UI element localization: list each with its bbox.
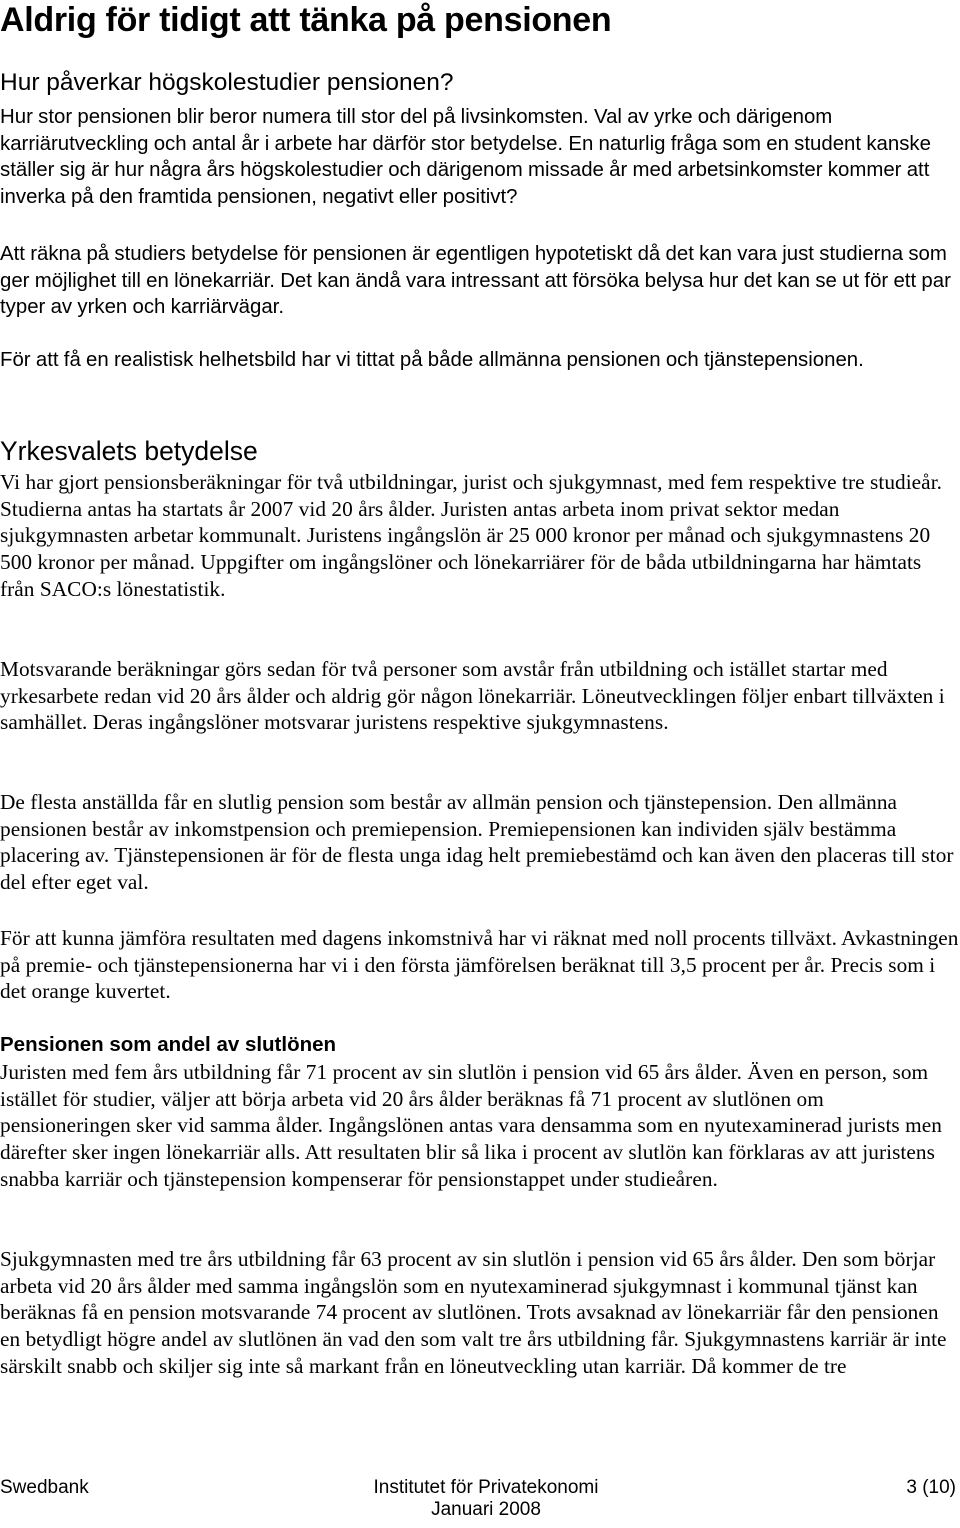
section-heading-andel-av-slutlonen: Pensionen som andel av slutlönen [0,1033,337,1056]
paragraph-studiers-betydelse: Att räkna på studiers betydelse för pensionen är egentligen hypotetiskt då det kan vara just studierna som ger möjlighet till en lönekarriär. Det kan ändå vara intressant att försöka belysa hur det kan se ut för ett par typer av yrken och karriärvägar. [0,243,951,318]
paragraph-pensionsberakningar: Vi har gjort pensionsberäkningar för två utbildningar, jurist och sjukgymnast, med fem respektive tre studieår. Studierna antas ha startats år 2007 vid 20 års ålder. Juristen antas arbeta inom privat sektor medan sjukgymnasten arbetar kommunalt. Juristens ingångslön är 25 000 kronor per månad och sjukgymnastens 20 500 kronor per månad. Uppgifter om ingångslöner och lönekarriärer för de båda utbildningarna har hämtats från SACO:s lönestatistik. [0,470,943,601]
footer-institute: Institutet för Privatekonomi [373,1477,599,1498]
page-title: Aldrig för tidigt att tänka på pensionen [0,1,612,39]
paragraph-sjukgymnasten: Sjukgymnasten med tre års utbildning får 63 procent av sin slutlön i pension vid 65 års ålder. Den som börjar arbeta vid 20 års ålder med samma ingångslön som en nyutexaminerad sjukgymnast i kommunal tjänst kan beräknas få en pension motsvarande 74 procent av slutlönen. Trots avsaknad av lönekarriär får den pensionen en betydligt högre andel av slutlönen än vad den som valt tre års utbildning får. Sjukgymnastens karriär är inte särskilt snabb och skiljer sig inte så markant från en löneutveckling utan karriär. Då kommer de tre [0,1247,947,1378]
section-heading-hogskolestudier: Hur påverkar högskolestudier pensionen? [0,69,454,96]
paragraph-livsinkomst: Hur stor pensionen blir beror numera till stor del på livsinkomsten. Val av yrke och därigenom karriärutveckling och antal år i arbete har därför stor betydelse. En naturlig fråga som en student kanske ställer sig är hur några års högskolestudier och därigenom missade år med arbetsinkomster kommer att inverka på den framtida pensionen, negativt eller positivt? [0,106,931,208]
paragraph-slutlig-pension: De flesta anställda får en slutlig pension som består av allmän pension och tjänstepension. Den allmänna pensionen består av inkomstpension och premiepension. Premiepensionen kan individen själv bestämma placering av. Tjänstepensionen är för de flesta unga idag helt premiebestämd och kan även den placeras till stor del efter eget val. [0,790,954,895]
page-footer [0,1476,960,1528]
paragraph-helhetsbild: För att få en realistisk helhetsbild har vi tittat på både allmänna pensionen och tjänstepensionen. [0,349,864,371]
paragraph-tillvaxt: För att kunna jämföra resultaten med dagens inkomstnivå har vi räknat med noll procents tillväxt. Avkastningen på premie- och tjänstepensionerna har vi i den första jämförelsen beräknat till 3,5 procent per år. Precis som i det orange kuvertet. [0,926,959,1004]
paragraph-motsvarande-berakningar: Motsvarande beräkningar görs sedan för två personer som avstår från utbildning och istället startar med yrkesarbete redan vid 20 års ålder och aldrig gör någon lönekarriär. Löneutvecklingen följer enbart tillväxten i samhället. Deras ingångslöner motsvarar juristens respektive sjukgymnastens. [0,657,945,735]
section-heading-yrkesvalets-betydelse: Yrkesvalets betydelse [0,436,258,466]
footer-page-number: 3 (10) [906,1477,956,1498]
footer-company: Swedbank [0,1477,89,1498]
footer-date: Januari 2008 [431,1499,541,1520]
paragraph-juristen: Juristen med fem års utbildning får 71 procent av sin slutlön i pension vid 65 års ålder. Även en person, som istället för studier, väljer att börja arbeta vid 20 års ålder beräknas få 71 procent av slutlönen om pensioneringen sker vid samma ålder. Ingångslönen antas vara densamma som en nyutexaminerad jurists men därefter sker ingen lönekarriär alls. Att resultaten blir så lika i procent av slutlön kan förklaras av att juristens snabba karriär och tjänstepension kompenserar för pensionstappet under studieåren. [0,1060,942,1191]
